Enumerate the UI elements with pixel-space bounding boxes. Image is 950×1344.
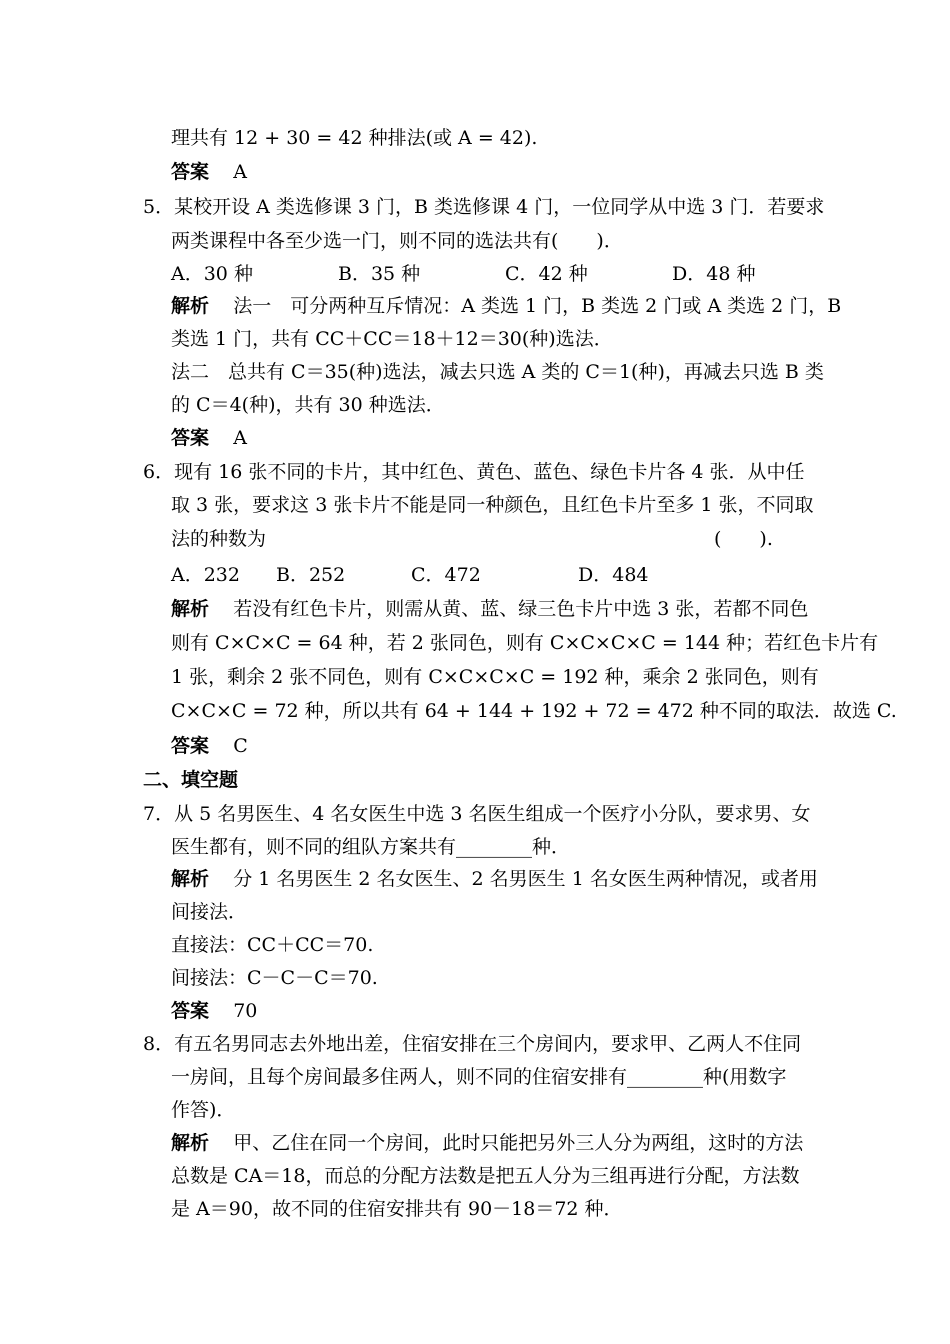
answer-line	[171, 733, 248, 759]
question-5-line-2: 两类课程中各至少选一门，则不同的选法共有( )．	[171, 230, 623, 252]
analysis-line	[171, 293, 841, 319]
answer-line	[171, 425, 247, 451]
section-heading: 二、填空题	[143, 769, 239, 791]
analysis-label: 解析	[171, 1132, 210, 1154]
question-8-line-1: 8．有五名男同志去外地出差，住宿安排在三个房间内，要求甲、乙两人不住同	[143, 1033, 802, 1055]
answer-value: A	[233, 161, 247, 183]
answer-value: A	[233, 427, 247, 449]
analysis-label: 解析	[171, 868, 210, 890]
option-a: A．232	[171, 564, 240, 586]
answer-line	[171, 998, 257, 1024]
option-b: B．252	[276, 564, 346, 586]
analysis-label: 解析	[171, 295, 210, 317]
answer-label: 答案	[171, 161, 210, 183]
analysis-text: 分 1 名男医生 2 名女医生、2 名男医生 1 名女医生两种情况，或者用	[233, 868, 818, 890]
text-line: 理共有 12 + 30 = 42 种排法(或 A = 42).	[171, 127, 538, 149]
analysis-line: 则有 C×C×C = 64 种，若 2 张同色，则有 C×C×C×C = 144 种；若红色卡片有	[171, 632, 879, 654]
analysis-line: C×C×C = 72 种，所以共有 64 + 144 + 192 + 72 = 472 种不同的取法．故选 C.	[171, 700, 897, 722]
answer-value: 70	[233, 1000, 258, 1022]
option-d: D．48 种	[672, 263, 756, 285]
analysis-line: 法二 总共有 C＝35(种)选法，减去只选 A 类的 C＝1(种)，再减去只选 B 类	[171, 361, 824, 383]
question-8-line-2: 一房间，且每个房间最多住两人，则不同的住宿安排有________种(用数字	[171, 1066, 787, 1088]
analysis-line	[171, 596, 808, 622]
analysis-line: 间接法．	[171, 901, 248, 923]
analysis-label: 解析	[171, 598, 210, 620]
analysis-line: 间接法：C－C－C＝70.	[171, 967, 378, 989]
analysis-line: 直接法：CC＋CC＝70.	[171, 934, 374, 956]
question-7-line-1: 7．从 5 名男医生、4 名女医生中选 3 名医生组成一个医疗小分队，要求男、女	[143, 803, 811, 825]
question-6-line-1: 6．现有 16 张不同的卡片，其中红色、黄色、蓝色、绿色卡片各 4 张．从中任	[143, 461, 805, 483]
answer-value: C	[233, 735, 248, 757]
option-a: A．30 种	[171, 263, 253, 285]
analysis-line	[171, 866, 818, 892]
answer-label: 答案	[171, 427, 210, 449]
analysis-line: 的 C＝4(种)，共有 30 种选法．	[171, 394, 445, 416]
analysis-line: 1 张，剩余 2 张不同色，则有 C×C×C×C = 192 种，乘余 2 张同色，则有	[171, 666, 819, 688]
analysis-line: 是 A＝90，故不同的住宿安排共有 90－18＝72 种．	[171, 1198, 623, 1220]
option-b: B．35 种	[338, 263, 421, 285]
analysis-text: 甲、乙住在同一个房间，此时只能把另外三人分为两组，这时的方法	[233, 1132, 804, 1154]
option-d: D．484	[578, 564, 649, 586]
question-5-line-1: 5．某校开设 A 类选修课 3 门，B 类选修课 4 门，一位同学从中选 3 门．若要求	[143, 196, 825, 218]
question-6-line-2: 取 3 张，要求这 3 张卡片不能是同一种颜色，且红色卡片至多 1 张，不同取	[171, 494, 814, 516]
analysis-line	[171, 1130, 803, 1156]
option-c: C．472	[411, 564, 481, 586]
analysis-text: 法一 可分两种互斥情况：A 类选 1 门，B 类选 2 门或 A 类选 2 门，B	[233, 295, 842, 317]
analysis-text: 若没有红色卡片，则需从黄、蓝、绿三色卡片中选 3 张，若都不同色	[233, 598, 809, 620]
analysis-line: 类选 1 门，共有 CC＋CC＝18＋12＝30(种)选法．	[171, 328, 613, 350]
answer-label: 答案	[171, 1000, 210, 1022]
question-7-line-2: 医生都有，则不同的组队方案共有________种．	[171, 836, 571, 858]
answer-label: 答案	[171, 735, 210, 757]
analysis-line: 总数是 CA＝18，而总的分配方法数是把五人分为三组再进行分配，方法数	[171, 1165, 800, 1187]
question-8-line-3: 作答)．	[171, 1099, 236, 1121]
answer-blank: ( ).	[714, 528, 773, 550]
option-c: C．42 种	[505, 263, 588, 285]
question-6-line-3: 法的种数为	[171, 528, 267, 550]
answer-line	[171, 159, 247, 185]
